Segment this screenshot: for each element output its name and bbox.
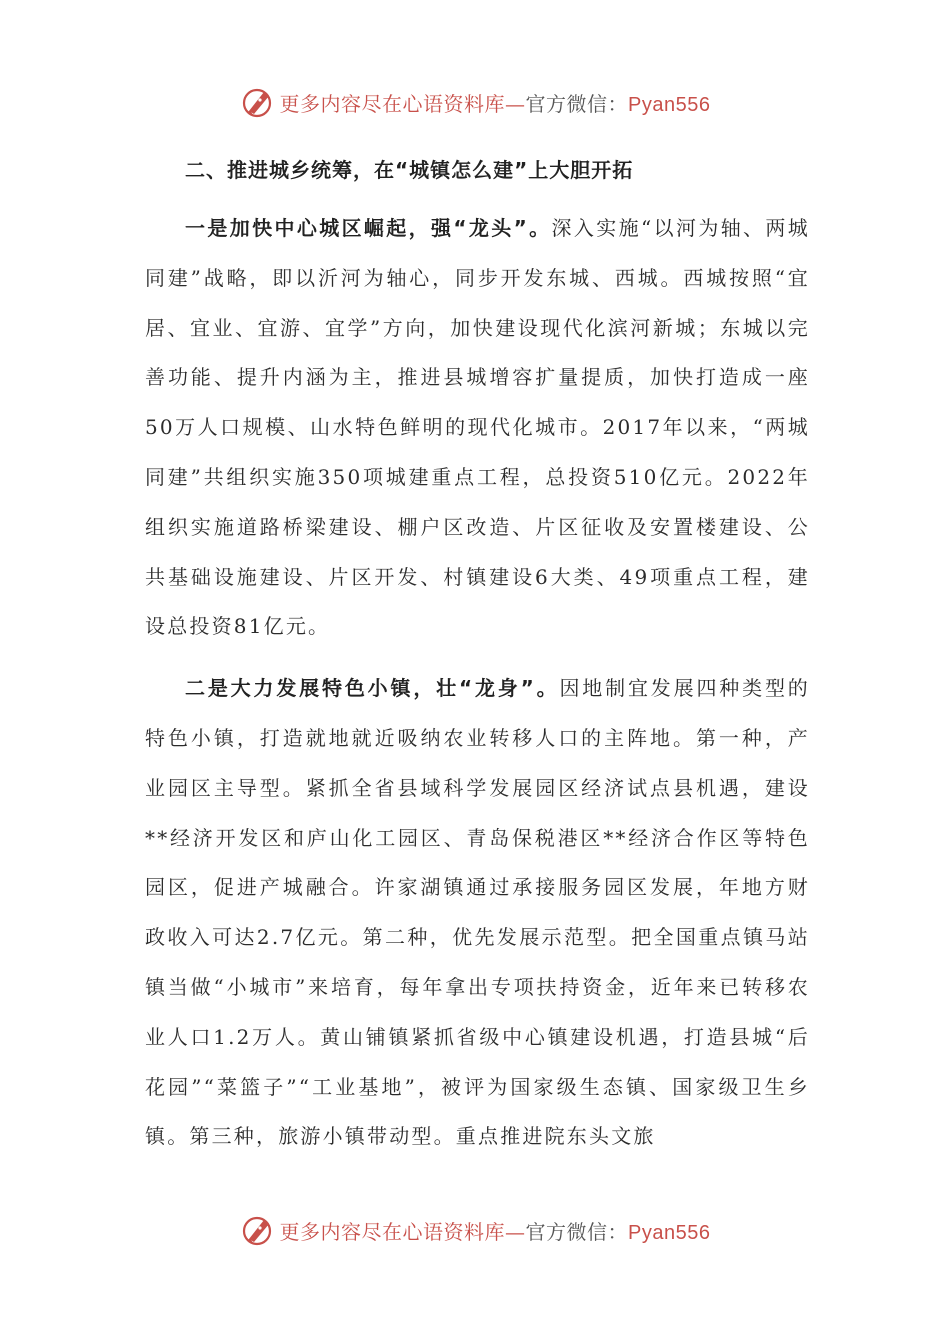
wechat-label: 官方微信： [525, 91, 629, 116]
section-heading: 二、推进城乡统筹，在“城镇怎么建”上大胆开拓 [185, 158, 634, 182]
paragraph-1-lead: 一是加快中心城区崛起，强“龙头”。 [185, 216, 552, 240]
paragraph-1 [145, 204, 810, 652]
paragraph-2-body: 因地制宜发展四种类型的特色小镇，打造就地就近吸纳农业转移人口的主阵地。第一种，产业园区主导型。紧抓全省县域科学发展园区经济试点县机遇，建设**经济开发区和庐山化工园区、青岛保税港区**经济合作区等特色园区，促进产城融合。许家湖镇通过承接服务园区发展，年地方财政收入可达2.7亿元。第二种，优先发展示范型。把全国重点镇马站镇当做“小城市”来培育，每年拿出专项扶持资金，近年来已转移农业人口1.2万人。黄山铺镇紧抓省级中心镇建设机遇，打造县城“后花园”“菜篮子”“工业基地”，被评为国家级生态镇、国家级卫生乡镇。第三种，旅游小镇带动型。重点推进院东头文旅 [145, 676, 810, 1149]
banner-text: 更多内容尽在心语资料库—官方微信：Pyan556 [279, 91, 711, 116]
header-banner [0, 82, 950, 122]
footer-banner-text: 更多内容尽在心语资料库—官方微信：Pyan556 [279, 1219, 711, 1244]
footer-wechat-id: Pyan556 [628, 1221, 711, 1244]
paragraph-2-lead: 二是大力发展特色小镇，壮“龙身”。 [185, 676, 560, 701]
paragraph-1-body: 深入实施“以河为轴、两城同建”战略，即以沂河为轴心，同步开发东城、西城。西城按照“宜居、宜业、宜游、宜学”方向，加快建设现代化滨河新城；东城以完善功能、提升内涵为主，推进县城增容扩量提质，加快打造成一座50万人口规模、山水特色鲜明的现代化城市。2017年以来，“两城同建”共组织实施350项城建重点工程，总投资510亿元。2022年组织实施道路桥梁建设、棚户区改造、片区征收及安置楼建设、公共基础设施建设、片区开发、村镇建设6大类、49项重点工程，建设总投资81亿元。 [145, 216, 810, 639]
pen-nib-circle-icon [240, 1212, 276, 1248]
wechat-id: Pyan556 [628, 93, 711, 116]
document-body [145, 150, 810, 1174]
footer-wechat-label: 官方微信： [525, 1219, 629, 1244]
footer-banner [0, 1210, 950, 1250]
pen-nib-circle-icon [240, 84, 276, 120]
paragraph-2 [145, 664, 810, 1162]
